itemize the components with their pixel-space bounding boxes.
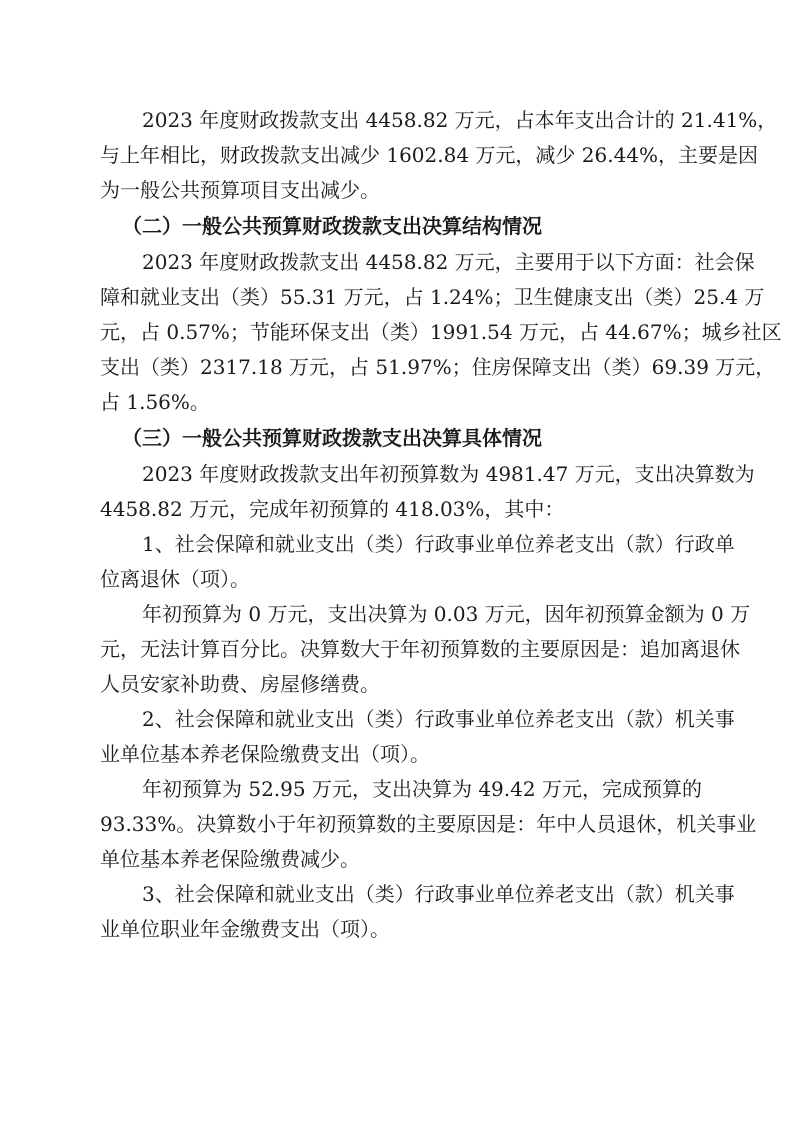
text-line: 3、社会保障和就业支出（类）行政事业单位养老支出（款）机关事 bbox=[142, 882, 735, 906]
text-line: 4458.82 万元，完成年初预算的 418.03%，其中： bbox=[100, 497, 565, 521]
text-line: 支出（类）2317.18 万元，占 51.97%；住房保障支出（类）69.39 万元， bbox=[100, 355, 776, 379]
text-line: 业单位职业年金缴费支出（项）。 bbox=[100, 917, 390, 941]
text-line: 年初预算为 52.95 万元，支出决算为 49.42 万元，完成预算的 bbox=[142, 777, 702, 801]
text-line: 2023 年度财政拨款支出 4458.82 万元，主要用于以下方面：社会保 bbox=[142, 250, 755, 274]
text-line: 元，占 0.57%；节能环保支出（类）1991.54 万元，占 44.67%；城乡社区 bbox=[100, 320, 782, 344]
document-page bbox=[100, 103, 782, 947]
text-line: 占 1.56%。 bbox=[100, 390, 210, 414]
paragraph bbox=[100, 877, 735, 947]
text-line: 人员安家补助费、房屋修缮费。 bbox=[100, 672, 380, 696]
text-line: 单位基本养老保险缴费减少。 bbox=[100, 847, 360, 871]
text-line: 2、社会保障和就业支出（类）行政事业单位养老支出（款）机关事 bbox=[142, 707, 735, 731]
text-line: 1、社会保障和就业支出（类）行政事业单位养老支出（款）行政单 bbox=[142, 532, 735, 556]
section-heading bbox=[100, 208, 697, 245]
text-line: 位离退休（项）。 bbox=[100, 567, 250, 591]
section-heading bbox=[100, 420, 697, 457]
text-line: 2023 年度财政拨款支出年初预算数为 4981.47 万元，支出决算数为 bbox=[142, 462, 755, 486]
text-line: 元，无法计算百分比。决算数大于年初预算数的主要原因是：追加离退休 bbox=[100, 637, 740, 661]
paragraph bbox=[100, 457, 755, 527]
paragraph bbox=[100, 527, 735, 597]
text-line: 为一般公共预算项目支出减少。 bbox=[100, 178, 380, 202]
text-line: 93.33%。决算数小于年初预算数的主要原因是：年中人员退休，机关事业 bbox=[100, 812, 757, 836]
paragraph bbox=[100, 103, 778, 208]
text-line: 业单位基本养老保险缴费支出（项）。 bbox=[100, 742, 430, 766]
paragraph bbox=[100, 772, 757, 877]
text-line: 障和就业支出（类）55.31 万元，占 1.24%；卫生健康支出（类）25.4 万 bbox=[100, 285, 765, 309]
paragraph bbox=[100, 597, 751, 702]
text-line: 2023 年度财政拨款支出 4458.82 万元，占本年支出合计的 21.41%， bbox=[142, 108, 778, 132]
text-line: （三）一般公共预算财政拨款支出决算具体情况 bbox=[122, 426, 542, 450]
text-line: 年初预算为 0 万元，支出决算为 0.03 万元，因年初预算金额为 0 万 bbox=[142, 602, 751, 626]
text-line: 与上年相比，财政拨款支出减少 1602.84 万元，减少 26.44%，主要是因 bbox=[100, 143, 759, 167]
paragraph bbox=[100, 702, 735, 772]
text-line: （二）一般公共预算财政拨款支出决算结构情况 bbox=[122, 214, 542, 238]
paragraph bbox=[100, 245, 782, 420]
